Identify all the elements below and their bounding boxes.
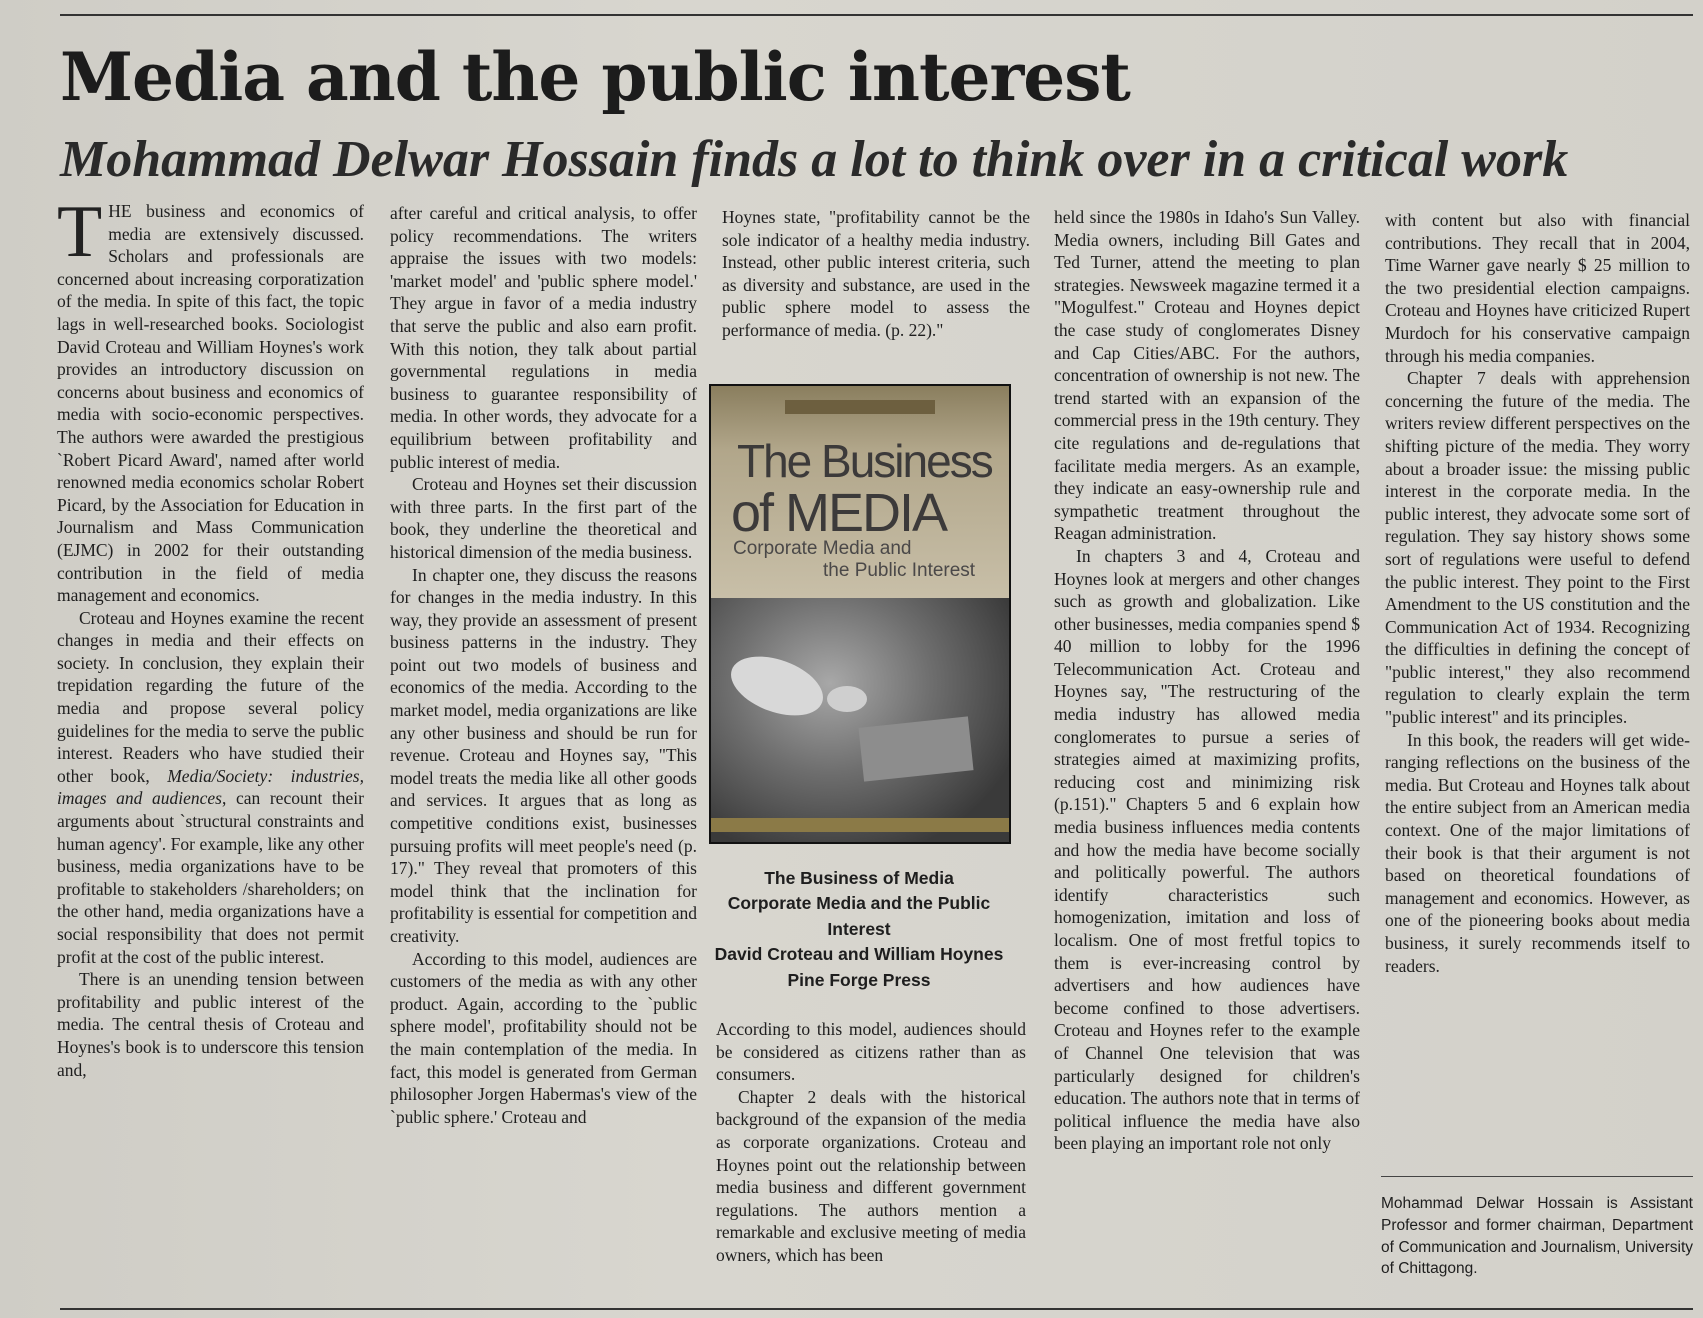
column-2 bbox=[390, 202, 697, 1128]
caption-authors: David Croteau and William Hoynes bbox=[714, 944, 1004, 965]
cover-subtitle-line-1: Corporate Media and bbox=[733, 538, 912, 559]
paragraph: According to this model, audiences are customers of the media as with any other product. Again, according to the `public sphere model', profitability should not be the main contemplation of the media. In fact, this model is generated from German philosopher Jorgen Habermas's view of the `public sphere.' Croteau and bbox=[390, 948, 697, 1127]
caption-publisher: Pine Forge Press bbox=[787, 969, 931, 990]
bio-divider bbox=[1381, 1176, 1693, 1177]
cover-title-line-1: The Business bbox=[737, 435, 992, 487]
paragraph: after careful and critical analysis, to offer policy recommendations. The writers appraise the issues with two models: 'market model' and 'public sphere model.' They argue in favor of a media industry that serve the public and also earn profit. With this notion, they talk about partial governmental regulations in media business to guarantee responsibility of media. In other words, they advocate for a equilibrium between profitability and public interest of media. bbox=[390, 203, 697, 472]
book-caption bbox=[706, 866, 1012, 993]
satellite-dish-small-shape bbox=[827, 686, 867, 712]
author-bio: Mohammad Delwar Hossain is Assistant Professor and former chairman, Department of Communication and Journalism, University of Chittagong. bbox=[1381, 1195, 1693, 1278]
cover-subtitle bbox=[733, 538, 975, 582]
satellite-dish-shape bbox=[723, 645, 831, 727]
column-1 bbox=[57, 191, 364, 1081]
paragraph: In this book, the readers will get wide-ranging reflections on the business of the media. But Croteau and Hoynes talk about the entire subject from an American media context. One of the major limitations of their book is that their argument is not based on theoretical foundations of management and economics. However, as one of the pioneering books about media business, it surely recommends itself to readers. bbox=[1385, 729, 1690, 976]
paragraph: Chapter 2 deals with the historical background of the expansion of the media as corporate organizations. Croteau and Hoynes point out the relationship between media business and different government regulations. The authors mention a remarkable and exclusive meeting of media owners, which has been bbox=[716, 1086, 1026, 1265]
column-5 bbox=[1385, 209, 1690, 977]
book-cover-image bbox=[709, 384, 1011, 844]
cover-title-line-2: of MEDIA bbox=[731, 483, 947, 543]
subhead: Mohammad Delwar Hossain finds a lot to think over in a critical work bbox=[60, 131, 1569, 188]
paragraph: Croteau and Hoynes set their discussion with three parts. In the first part of the book, they underline the theoretical and historical dimension of the media business. bbox=[390, 474, 697, 562]
paragraph: with content but also with financial contributions. They recall that in 2004, Time Warner gave nearly $ 25 million to the two presidential election campaigns. Croteau and Hoynes have criticized Rupert Murdoch for his conservative campaign through his media companies. bbox=[1385, 210, 1690, 366]
top-rule bbox=[60, 14, 1693, 16]
author-strip bbox=[711, 818, 1009, 832]
paragraph: In chapter one, they discuss the reasons for changes in the media industry. In this way, they provide an assessment of present business patterns in the industry. They point out two models of business and economics of the media. According to the market model, media organizations are like any other business and should be run for revenue. Croteau and Hoynes say, "This model treats the media like all other goods and services. It argues that as long as competitive conditions exist, businesses pursuing profits will meet people's need (p. 17)." They reveal that promoters of this model think that the inclination for profitability is essential for competition and creativity. bbox=[390, 564, 697, 946]
paragraph: According to this model, audiences should be considered as citizens rather than as consumers. bbox=[716, 1019, 1026, 1085]
paragraph-text: , can recount their arguments about `structural constraints and human agency'. For example, like any other business, media organizations have to be profitable to stakeholders /shareholders; on the other hand, media organizations have a social responsibility that does not permit profit at the cost of the public interest. bbox=[57, 788, 364, 967]
paragraph: held since the 1980s in Idaho's Sun Valley. Media owners, including Bill Gates and Ted Turner, attend the meeting to plan strategies. Newsweek magazine termed it a "Mogulfest." Croteau and Hoynes depict the case study of conglomerates Disney and Cap Cities/ABC. For the authors, concentration of ownership is not new. The trend started with an expansion of the commercial press in the 19th century. They cite regulations and de-regulations that facilitate media mergers. As an example, they indicate an easy-ownership rule and sympathetic treatment throughout the Reagan administration. bbox=[1054, 207, 1360, 544]
column-3-bottom bbox=[716, 1018, 1026, 1267]
headline: Media and the public interest bbox=[60, 38, 1130, 116]
caption-subtitle: Corporate Media and the Public Interest bbox=[727, 893, 991, 939]
drop-cap: T bbox=[57, 191, 103, 273]
cover-photo bbox=[711, 598, 1009, 842]
book-title-italic: Media/Society: industries, images and audiences bbox=[57, 765, 364, 809]
paragraph-text: HE business and economics of media are extensively discussed. Scholars and professionals are concerned about increasing corporatization of the media. In spite of this fact, the topic lags in well-researched books. Sociologist David Croteau and William Hoynes's work provides an introductory discussion on concerns about business and economics of media with socio-economic perspectives. The authors were awarded the prestigious `Robert Picard Award', named after world renowned media economics scholar Robert Picard, by the Association for Education in Journalism and Mass Communication (EJMC) in 2002 for their outstanding contribution in the field of media management and economics. bbox=[57, 201, 364, 606]
paragraph bbox=[57, 607, 364, 969]
bottom-rule bbox=[60, 1308, 1693, 1310]
paragraph: Hoynes state, "profitability cannot be the sole indicator of a healthy media industry. Instead, other public interest criteria, such as diversity and substance, are used in the public sphere model to assess the performance of media. (p. 22)." bbox=[722, 207, 1030, 340]
cover-subtitle-line-2: the Public Interest bbox=[823, 560, 976, 581]
edition-band bbox=[785, 400, 935, 414]
column-3-top bbox=[722, 206, 1030, 342]
caption-title: The Business of Media bbox=[764, 868, 954, 888]
paragraph: Chapter 7 deals with apprehension concerning the future of the media. The writers review different perspectives on the shifting picture of the media. They worry about a broader issue: the missing public interest in the corporate media. In the public interest, they advocate some sort of regulation. They say history shows some sort of regulations were useful to defend the public interest. They point to the First Amendment to the US constitution and the Communication Act of 1934. Recognizing the difficulties in defining the concept of "public interest," they also recommend regulation to clearly explain the term "public interest" and its principles. bbox=[1385, 368, 1690, 728]
paragraph: There is an unending tension between profitability and public interest of the media. The central thesis of Croteau and Hoynes's book is to underscore this tension and, bbox=[57, 969, 364, 1080]
protest-sign-shape bbox=[858, 716, 973, 781]
paragraph-text: Croteau and Hoynes examine the recent changes in media and their effects on society. In conclusion, they explain their trepidation regarding the future of the media and propose several policy guidelines for the media to serve the public interest. Readers who have studied their other book, bbox=[57, 607, 364, 786]
paragraph bbox=[57, 191, 364, 607]
paragraph: In chapters 3 and 4, Croteau and Hoynes look at mergers and other changes such as growth and globalization. Like other businesses, media companies spend $ 40 million to lobby for the 1996 Telecommunication Act. Croteau and Hoynes say, "The restructuring of the media industry has allowed media conglomerates to pursue a series of strategies aimed at maximizing profits, reducing cost and minimizing risk (p.151)." Chapters 5 and 6 explain how media business influences media contents and how the media have become socially and politically powerful. The authors identify characteristics such homogenization, imitation and loss of localism. One of most fretful topics to them is ever-increasing control by advertisers and how audiences have become confined to those advertisers. Croteau and Hoynes refer to the example of Channel One television that was particularly designed for children's education. The authors note that in terms of political influence the media have also been playing an important role not only bbox=[1054, 545, 1360, 1154]
column-4 bbox=[1054, 206, 1360, 1155]
